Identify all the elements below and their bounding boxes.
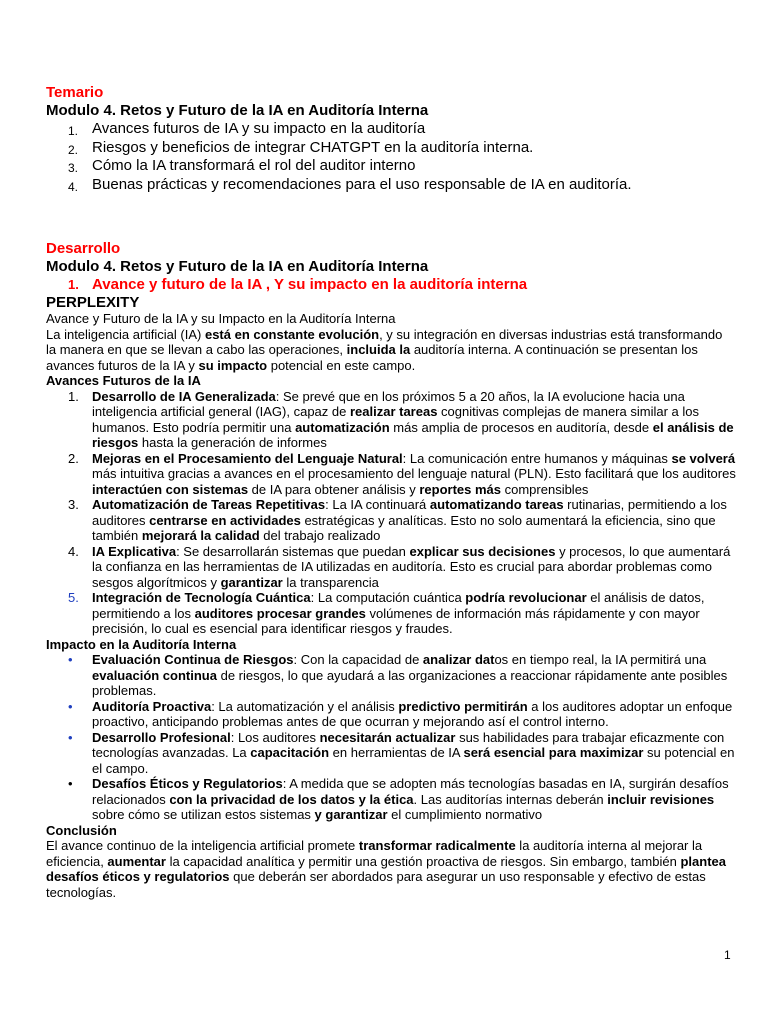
bullet-icon: • [68, 652, 73, 667]
impacto-list [46, 652, 736, 823]
bullet-icon: • [68, 698, 73, 714]
list-item: 1. Avances futuros de IA y su impacto en la auditoría [68, 120, 426, 138]
desarrollo-heading: Desarrollo [46, 240, 121, 257]
avances-heading: Avances Futuros de la IA [46, 373, 201, 388]
list-item: 2. Riesgos y beneficios de integrar CHATGPT en la auditoría interna. [68, 138, 534, 157]
list-item: • Desafíos Éticos y Regulatorios: A medida que se adopten más tecnologías basadas en IA, surgirán desafíos relacionados con la privacidad de los datos y la ética. Las auditorías internas deberán incluir revisiones sobre cómo se utilizan estos sistemas y garantizar el cumplimiento normativo [68, 776, 729, 822]
list-item: 3. Cómo la IA transformará el rol del auditor interno [68, 157, 416, 175]
list-item: 5. Integración de Tecnología Cuántica: La computación cuántica podría revolucionar el análisis de datos, permitiendo a los auditores procesar grandes volúmenes de información más rápidamente y con mayor precisión, lo cual es esencial para identificar riesgos y fraudes. [68, 590, 705, 636]
list-item: • Evaluación Continua de Riesgos: Con la capacidad de analizar datos en tiempo real, la IA permitirá una evaluación continua de riesgos, lo que ayudará a las organizaciones a reaccionar rápidamente ante posibles problemas. [68, 652, 728, 698]
bullet-icon: • [68, 776, 73, 791]
list-item: 2. Mejoras en el Procesamiento del Lenguaje Natural: La comunicación entre humanos y máquinas se volverá más intuitiva gracias a avances en el procesamiento del lenguaje natural (PLN). Esto facilitará que los auditores interactúen con sistemas de IA para obtener análisis y reportes más comprensibles [68, 450, 736, 497]
list-item: 4. Buenas prácticas y recomendaciones para el uso responsable de IA en auditoría. [68, 175, 632, 194]
avances-list [46, 389, 736, 637]
list-item: • Auditoría Proactiva: La automatización y el análisis predictivo permitirán a los auditores adoptar un enfoque proactivo, anticipando problemas antes de que ocurran y mejorando así el control interno. [68, 698, 733, 729]
conclusion-heading: Conclusión [46, 822, 117, 838]
temario-list [46, 120, 736, 194]
list-item: 1. Desarrollo de IA Generalizada: Se prevé que en los próximos 5 a 20 años, la IA evolucione hacia una inteligencia artificial general (IAG), capaz de realizar tareas cognitivas complejas de manera similar a los humanos. Esto podría permitir una automatización más amplia de procesos en auditoría, desde el análisis de riesgos hasta la generación de informes [68, 388, 734, 450]
document-page [46, 84, 736, 900]
list-item: 4. IA Explicativa: Se desarrollarán sistemas que puedan explicar sus decisiones y procesos, lo que aumentará la confianza en las herramientas de IA utilizadas en auditoría. Esto es crucial para abordar problemas como sesgos algorítmicos y garantizar la transparencia [68, 543, 731, 590]
list-item: • Desarrollo Profesional: Los auditores necesitarán actualizar sus habilidades para trabajar eficazmente con tecnologías avanzadas. La capacitación en herramientas de IA será esencial para maximizar su potencial en el campo. [68, 729, 735, 776]
impacto-heading: Impacto en la Auditoría Interna [46, 636, 237, 652]
page-number: 1 [724, 948, 731, 962]
bullet-icon: • [68, 729, 73, 745]
source-label: PERPLEXITY [46, 294, 140, 311]
subtopic-title: 1. Avance y futuro de la IA , Y su impacto en la auditoría interna [68, 276, 528, 293]
conclusion-paragraph: El avance continuo de la inteligencia artificial promete transformar radicalmente la auditoría interna al mejorar la eficiencia, aumentar la capacidad analítica y permitir una gestión proactiva de riesgos. Sin embargo, también plantea desafíos éticos y regulatorios que deberán ser abordados para asegurar un uso responsable y efectivo de estas tecnologías. [46, 838, 726, 900]
desarrollo-module-title: Modulo 4. Retos y Futuro de la IA en Auditoría Interna [46, 258, 429, 275]
temario-module-title: Modulo 4. Retos y Futuro de la IA en Auditoría Interna [46, 102, 429, 119]
list-item: 3. Automatización de Tareas Repetitivas: La IA continuará automatizando tareas rutinarias, permitiendo a los auditores centrarse en actividades estratégicas y analíticas. Esto no solo aumentará la eficiencia, sino que también mejorará la calidad del trabajo realizado [68, 497, 727, 543]
temario-heading: Temario [46, 84, 104, 101]
doc-title: Avance y Futuro de la IA y su Impacto en la Auditoría Interna [46, 311, 396, 326]
intro-paragraph: La inteligencia artificial (IA) está en constante evolución, y su integración en diversas industrias está transformando la manera en que se llevan a cabo las operaciones, incluida la auditoría interna. A continuación se presentan los avances futuros de la IA y su impacto potencial en este campo. [46, 326, 723, 373]
